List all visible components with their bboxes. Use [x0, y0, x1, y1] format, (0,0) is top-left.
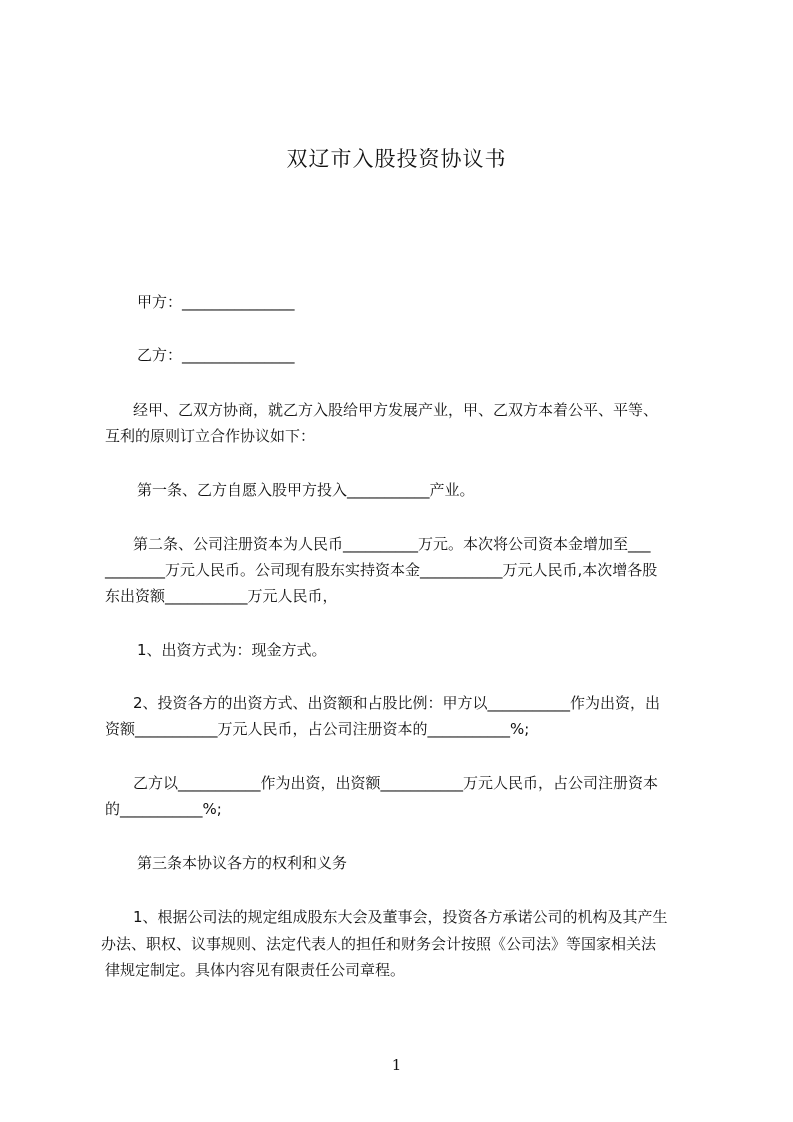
- article-3-item-1-line-2: 办法、职权、议事规则、法定代表人的担任和财务会计按照《公司法》等国家相关法: [101, 935, 657, 953]
- item-2-line-2: 资额___________万元人民币，占公司注册资本的___________%;: [105, 720, 530, 738]
- party-a-line: 甲方：_______________: [137, 293, 295, 311]
- article-3-heading: 第三条本协议各方的权利和义务: [137, 854, 348, 872]
- article-1: 第一条、乙方自愿入股甲方投入___________产业。: [137, 481, 475, 499]
- article-2-line-1: 第二条、公司注册资本为人民币__________万元。本次将公司资本金增加至___: [133, 535, 651, 553]
- item-2-line-1: 2、投资各方的出资方式、出资额和占股比例：甲方以___________作为出资，出: [133, 694, 661, 712]
- article-2-line-3: 东出资额___________万元人民币，: [105, 587, 338, 605]
- article-3-item-1-line-1: 1、根据公司法的规定组成股东大会及董事会，投资各方承诺公司的机构及其产生: [133, 908, 668, 926]
- intro-line-1: 经甲、乙双方协商，就乙方入股给甲方发展产业，甲、乙双方本着公平、平等、: [133, 401, 659, 419]
- page-number: 1: [391, 1056, 402, 1074]
- party-b-line: 乙方：_______________: [137, 346, 295, 364]
- intro-line-2: 互利的原则订立合作协议如下：: [105, 427, 316, 445]
- document-title: 双辽市入股投资协议书: [286, 147, 507, 171]
- party-b-contribution-line-2: 的___________%;: [105, 800, 222, 818]
- article-3-item-1-line-3: 律规定制定。具体内容见有限责任公司章程。: [105, 961, 406, 979]
- item-1: 1、出资方式为：现金方式。: [137, 641, 327, 659]
- party-b-contribution-line-1: 乙方以___________作为出资，出资额___________万元人民币，占公司注册资本: [133, 774, 659, 792]
- article-2-line-2: ________万元人民币。公司现有股东实持资本金___________万元人民币,本次增各股: [105, 561, 658, 579]
